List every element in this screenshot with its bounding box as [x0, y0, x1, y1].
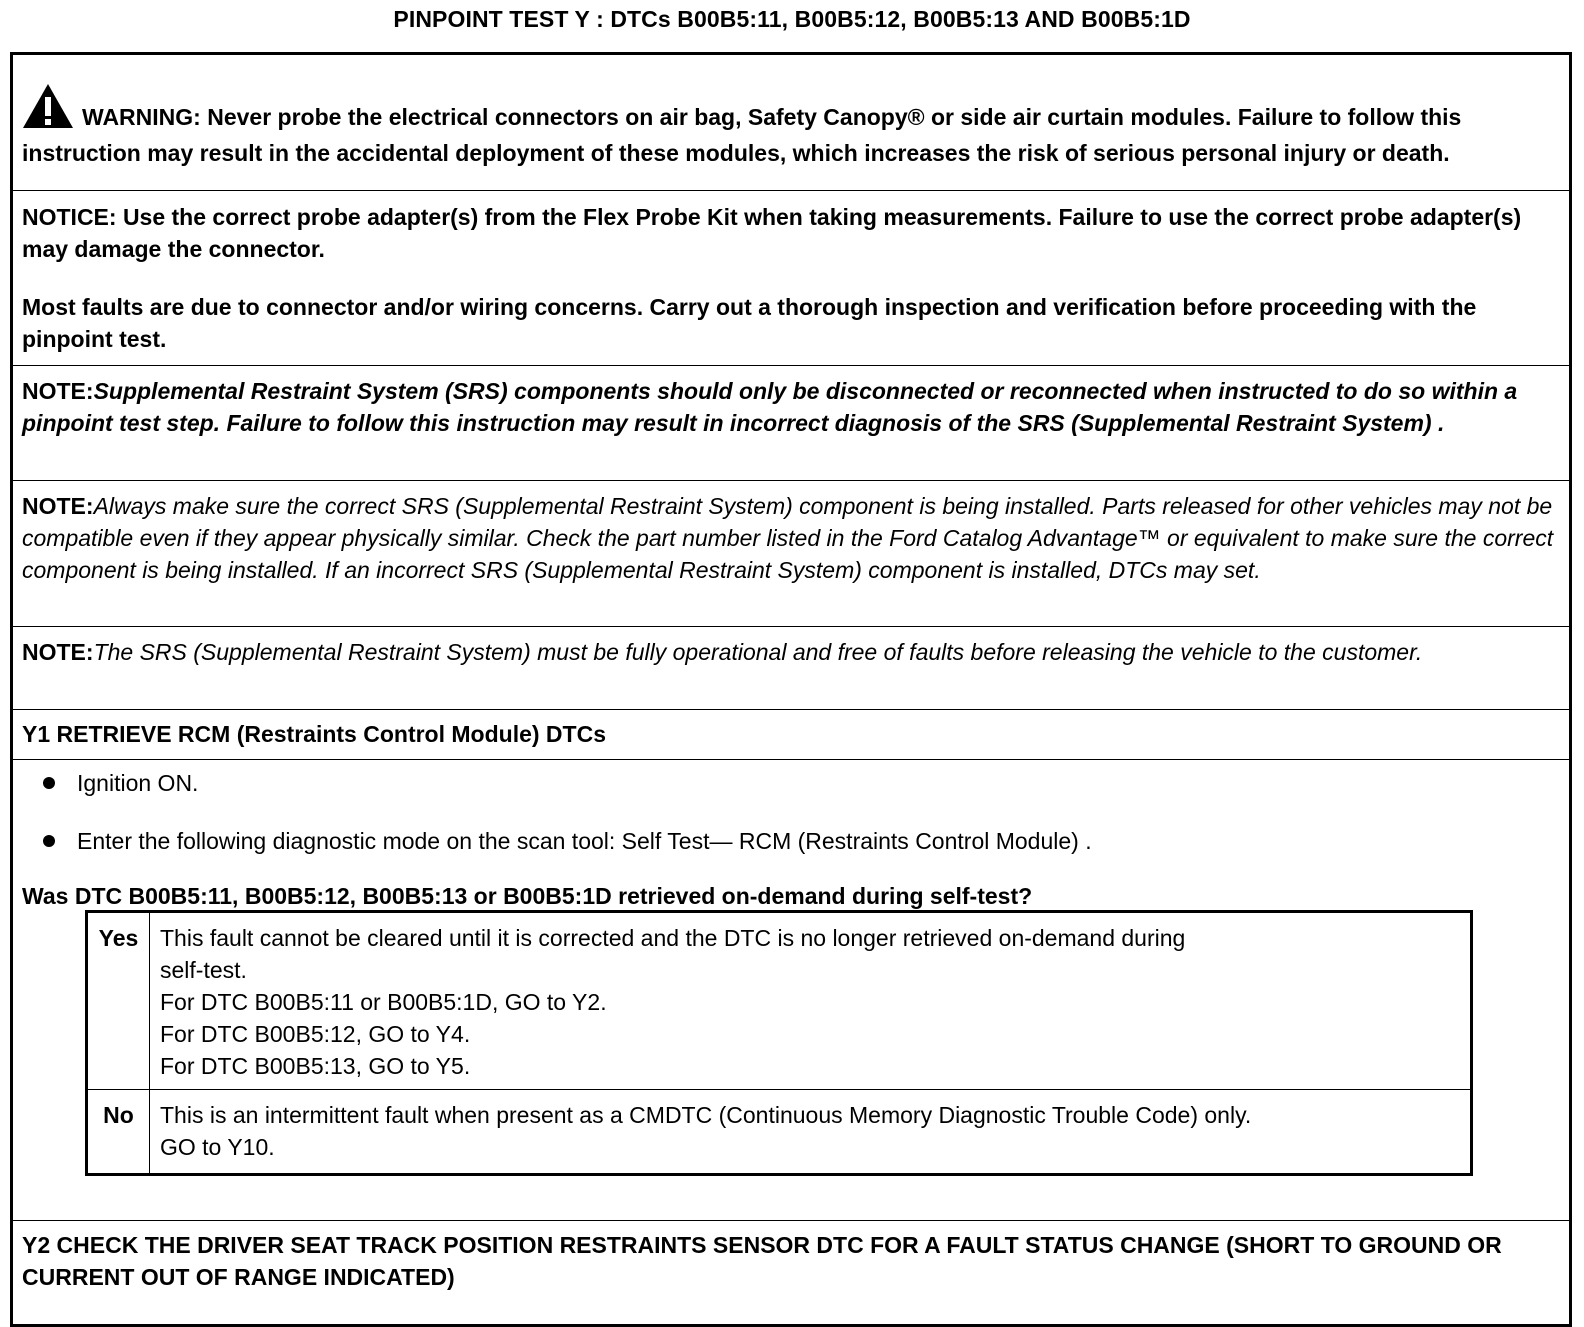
faults-text: Most faults are due to connector and/or wiring concerns. Carry out a thorough inspection and verification before proceeding with the pinpoint test.	[22, 294, 1477, 352]
warning-text: WARNING: Never probe the electrical connectors on air bag, Safety Canopy® or side air curtain modules. Failure to follow this instruction may result in the accidental deployment of these modules, which increases the risk of serious personal injury or death.	[22, 104, 1462, 166]
note-label: NOTE:	[22, 639, 94, 665]
yes-row	[88, 913, 1470, 1090]
note-srs-operational	[13, 627, 1569, 710]
step-y1-header: Y1 RETRIEVE RCM (Restraints Control Module) DTCs	[13, 710, 1569, 760]
bullet-icon	[43, 777, 55, 789]
notice-text: NOTICE: Use the correct probe adapter(s) from the Flex Probe Kit when taking measurements. Failure to use the correct probe adapter(s) may damage the connector.	[22, 204, 1522, 262]
no-row	[88, 1090, 1470, 1173]
no-label: No	[103, 1102, 134, 1128]
note-srs-disconnect	[13, 366, 1569, 481]
page-title: PINPOINT TEST Y : DTCs B00B5:11, B00B5:12, B00B5:13 AND B00B5:1D	[393, 6, 1191, 32]
step-y1-bullets	[13, 767, 1569, 857]
notice-section	[13, 191, 1569, 366]
list-item: Ignition ON.	[22, 767, 1560, 799]
warning-icon	[22, 83, 74, 137]
step-y1-question: Was DTC B00B5:11, B00B5:12, B00B5:13 or B00B5:1D retrieved on-demand during self-test?	[22, 883, 1033, 909]
note-label: NOTE:	[22, 493, 94, 519]
note-srs-component	[13, 481, 1569, 627]
note-label: NOTE:	[22, 378, 94, 404]
yes-no-table	[85, 910, 1473, 1176]
note-text: Supplemental Restraint System (SRS) components should only be disconnected or reconnected when instructed to do so within a pinpoint test step. Failure to follow this instruction may result in incorrect diagnosis of the SRS (Supplemental Restraint System) .	[22, 378, 1518, 436]
yes-text: This fault cannot be cleared until it is corrected and the DTC is no longer retrieved on-demand during self-test. For DTC B00B5:11 or B00B5:1D, GO to Y2. For DTC B00B5:12, GO to Y4. For DTC B00B5:13, GO to Y5.	[160, 925, 1186, 1079]
no-text: This is an intermittent fault when present as a CMDTC (Continuous Memory Diagnostic Trouble Code) only. GO to Y10.	[160, 1102, 1252, 1160]
bullet-icon	[43, 835, 55, 847]
note-text: Always make sure the correct SRS (Supplemental Restraint System) component is being installed. Parts released for other vehicles may not be compatible even if they appear physically similar. Check the part number listed in the Ford Catalog Advantage™ or equivalent to make sure the correct component is being installed. If an incorrect SRS (Supplemental Restraint System) component is installed, DTCs may set.	[22, 493, 1554, 583]
note-text: The SRS (Supplemental Restraint System) must be fully operational and free of faults before releasing the vehicle to the customer.	[93, 639, 1423, 665]
yes-label: Yes	[98, 925, 139, 951]
list-item: Enter the following diagnostic mode on the scan tool: Self Test— RCM (Restraints Control Module) .	[22, 825, 1560, 857]
step-y2-header: Y2 CHECK THE DRIVER SEAT TRACK POSITION RESTRAINTS SENSOR DTC FOR A FAULT STATUS CHANGE (SHORT TO GROUND OR CURRENT OUT OF RANGE INDICATED)	[13, 1220, 1569, 1310]
warning-section	[13, 55, 1569, 191]
